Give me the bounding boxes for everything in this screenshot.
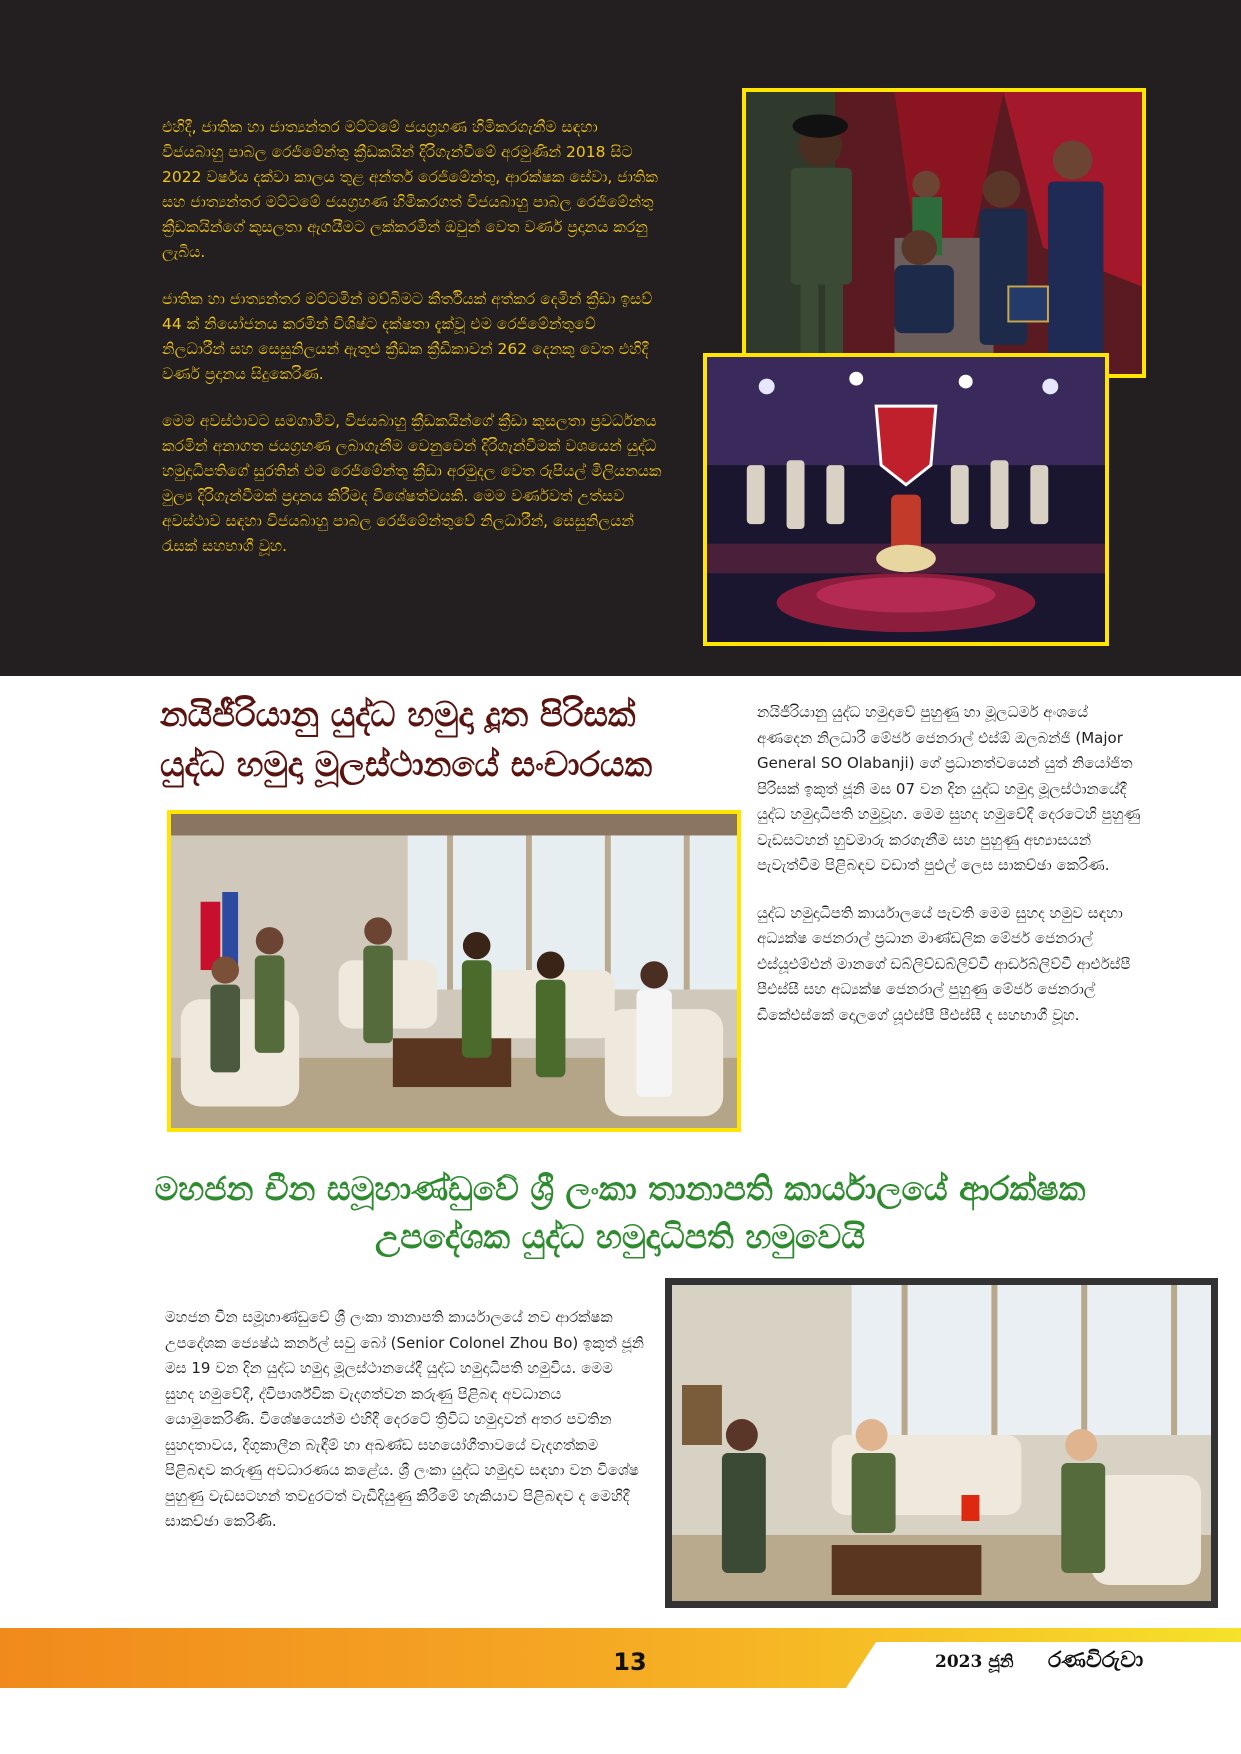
award-ceremony-photo [742, 88, 1146, 378]
chinese-attache-photo [665, 1278, 1218, 1608]
top-paragraph-3: මෙම අවස්ථාවට සමගාමීව, විජයබාහු ක්‍රීඩකයින්ගේ ක්‍රීඩා කුසලතා ප්‍රවර්ධනය කරමින් අනාගත ජයග්‍රහණ ලබාගැනීම වෙනුවෙන් දිරිගැන්වීමක් වශයෙන් යුද්ධ හමුදාධිපතිගේ සුරතින් එම රෙජිමේන්තු ක්‍රීඩා අරමුදල වෙත රුපියල් මිලියනයක මුල්‍ය දිරිගැන්වීමක් ප්‍රදානය කිරීමද විශේෂත්වයකි. මෙම වර්ණවත් උත්සව අවස්ථාව සඳහා විජයබාහු පාබල රෙජිමේන්තුවේ නිලධාරීන්, සෙසුනිලයන් රැසක් සහභාගී වූහ. [162, 412, 662, 555]
nigerian-delegation-article [757, 700, 1147, 1050]
top-article-text [162, 115, 662, 581]
issue-date: 2023 ජූනි [935, 1652, 1014, 1672]
top-paragraph-2: ජාතික හා ජාත්‍යන්තර මට්ටමින් මව්බිමට කීර්තියක් අත්කර දෙමින් ක්‍රීඩා ඉසව් 44 ක් නියෝජනය කරමින් විශිෂ්ට දක්ෂතා දැක්වූ එම රෙජිමේන්තුවේ නිලධාරීන් සහ සෙසුනිලයන් ඇතුළු ක්‍රීඩක ක්‍රීඩිකාවන් 262 දෙනකු වෙත එහිදී වර්ණ ප්‍රදානය සිදුකෙරිණ. [162, 290, 653, 383]
top-paragraph-1: එහිදී, ජාතික හා ජාත්‍යන්තර මට්ටමේ ජයග්‍රහණ හිමිකරගැනීම සඳහා විජයබාහු පාබල රෙජිමේන්තු ක්‍රීඩකයින් දිරිගැන්වීමේ අරමුණින් 2018 සිට 2022 වර්ෂය දක්වා කාලය තුළ අන්තර් රෙජිමේන්තු, ආරක්ෂක සේවා, ජාතික සහ ජාත්‍යන්තර මට්ටමේ ජයග්‍රහණ හිමිකරගත් විජයබාහු පාබල රෙජිමේන්තු ක්‍රීඩකයින්ගේ කුසලතා ඇගයීමට ලක්කරමින් ඔවුන් වෙත වර්ණ ප්‍රදානය කරනු ලැබිය. [162, 118, 658, 261]
band-performance-photo [703, 353, 1109, 646]
nigerian-delegation-photo [167, 810, 741, 1132]
page-number: 13 [613, 1648, 647, 1676]
bottom-paragraph: මහජන චීන සමූහාණ්ඩුවේ ශ්‍රී ලංකා තානාපති කාර්යාලයේ නව ආරක්ෂක උපදේශක ජ්‍යෙෂ්ඨ කර්නල් සවු බෝ (Senior Colonel Zhou Bo) ඉකුත් ජූනි මස 19 වන දින යුද්ධ හමුදා මූලස්ථානයේදී යුද්ධ හමුදාධිපති හමුවිය. මෙම සුහද හමුවේදී, ද්විපාර්ශ්වික වැදගත්වන කරුණු පිළිබඳ අවධානය යොමුකෙරිණි. විශේෂයෙන්ම එහිදී දෙරටේ ත්‍රිවිධ හමුදාවන් අතර පවතින සුහදතාවය, දිගුකාලීන බැඳීම් හා අඛණ්ඩ සහයෝගීතාවයේ වැදගත්කම පිළිබඳව කරුණු අවධාරණය කළේය. ශ්‍රී ලංකා යුද්ධ හමුදාව සඳහා වන විශේෂ පුහුණු වැඩසටහන් තවදුරටත් වැඩිදියුණු කිරීමේ හැකියාව පිළිබඳව ද මෙහිදී සාකච්ඡා කෙරිණි. [165, 1308, 644, 1530]
chinese-attache-article [165, 1305, 645, 1535]
magazine-logo: රණවිරුවා [1048, 1648, 1144, 1673]
nigerian-delegation-headline: නයිජීරියානු යුද්ධ හමුදා දූත පිරිසක් යුද්ධ හමුදා මූලස්ථානයේ සංචාරයක [160, 695, 653, 785]
mid-paragraph-1: නයිජීරියානු යුද්ධ හමුදාවේ පුහුණු හා මූලධර්ම අංශයේ අණදෙන නිලධාරී මේජර් ජෙනරාල් එස්ඕ ඔලබන්ජි (Major General SO Olabanji) ගේ ප්‍රධානත්වයෙන් යුත් නියෝජිත පිරිසක් ඉකුත් ජූනි මස 07 වන දින යුද්ධ හමුදා මූලස්ථානයේදී යුද්ධ හමුදාධිපති හමුවූහ. මෙම සුහද හමුවේදී දෙරටෙහි පුහුණු වැඩසටහන් හුවමාරු කරගැනීම සහ පුහුණු අභ්‍යාසයන් පැවැත්වීම පිළිබඳව වඩාත් පුළුල් ලෙස සාකච්ඡා කෙරිණ. [757, 703, 1141, 874]
footer-masthead-panel [846, 1642, 1241, 1688]
mid-paragraph-2: යුද්ධ හමුදාධිපති කාර්යාලයේ පැවති මෙම සුහද හමුව සඳහා අධ්‍යක්ෂ ජෙනරාල් ප්‍රධාන මාණ්ඩලික මේජර් ජෙනරාල් එස්යූඑම්එන් මානගේ ඩබ්ලිව්ඩබ්ලිව්වී ආර්ඩබ්ලිව්වී ආර්එස්පී පීඑස්සී සහ අධ්‍යක්ෂ ජෙනරාල් පුහුණු මේජර් ජෙනරාල් ඩීකේඑස්කේ දොලගේ යූඑස්පී පීඑස්සී ද සහභාගී වූහ. [757, 903, 1131, 1024]
chinese-attache-headline: මහජන චීන සමූහාණ්ඩුවේ ශ්‍රී ලංකා තානාපති කාර්යාලයේ ආරක්ෂක උපදේශක යුද්ධ හමුදාධිපති හමුවෙයි [154, 1169, 1086, 1256]
